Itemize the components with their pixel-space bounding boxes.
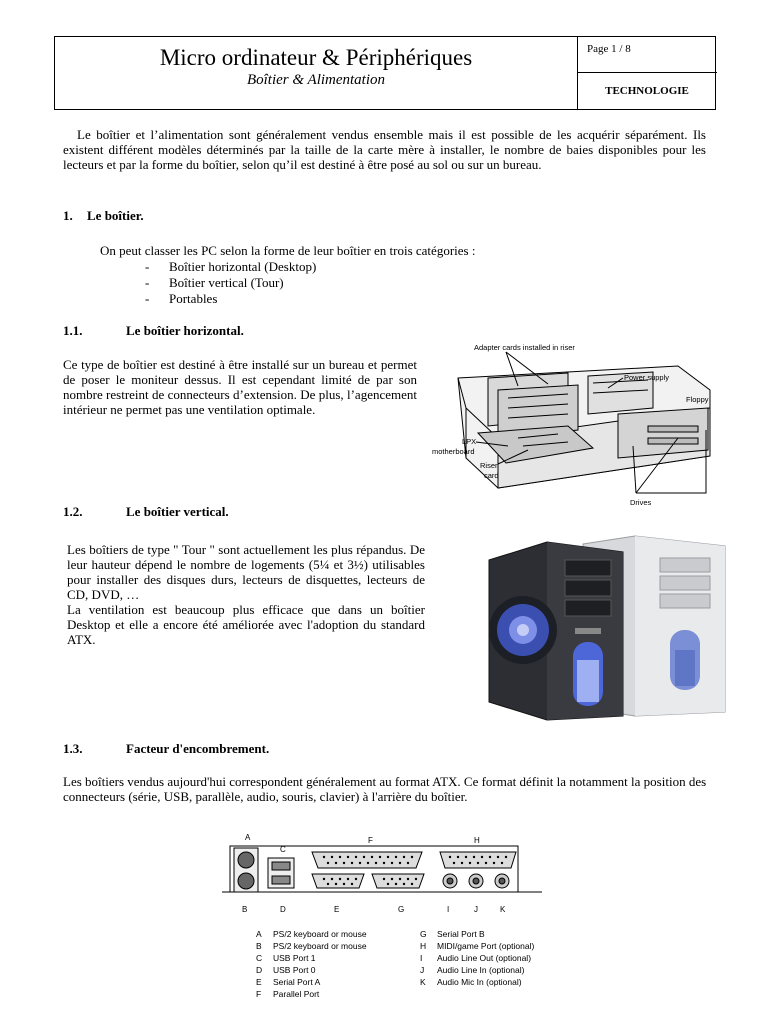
label-card: card bbox=[484, 471, 499, 480]
list-item: - Boîtier vertical (Tour) bbox=[145, 275, 284, 290]
port-letter-c: C bbox=[280, 845, 286, 854]
page-number: Page 1 / 8 bbox=[577, 37, 717, 73]
section-1-2-para-1: Les boîtiers de type " Tour " sont actuellement les plus répandus. De leur hauteur dépend le nombre de logements (5¼ et 3½) utilisables pour installer des disques durs, lecteurs de disquettes, lecteurs de CD, DVD, … bbox=[67, 542, 425, 602]
intro-paragraph bbox=[63, 127, 706, 172]
section-1-text: On peut classer les PC selon la forme de leur boîtier en trois catégories : bbox=[100, 243, 476, 258]
label-motherboard: motherboard bbox=[432, 447, 475, 456]
section-1-number: 1. bbox=[63, 208, 73, 223]
ports-legend-left bbox=[256, 928, 367, 1000]
list-item: - Boîtier horizontal (Desktop) bbox=[145, 259, 317, 274]
port-letter-b: B bbox=[242, 905, 248, 914]
label-drives: Drives bbox=[630, 498, 652, 507]
legend-row: I Audio Line Out (optional) bbox=[420, 953, 532, 963]
port-letter-i: I bbox=[447, 905, 450, 914]
document-title: Micro ordinateur & Périphériques bbox=[159, 45, 473, 70]
port-letter-a: A bbox=[245, 833, 251, 842]
port-letter-f: F bbox=[368, 836, 373, 845]
section-1-3-text: Les boîtiers vendus aujourd'hui correspondent généralement au format ATX. Ce format définit la notamment la position des connecteurs (série, USB, parallèle, audio, souris, clavier) à l'arrière du boîtier. bbox=[63, 774, 707, 804]
section-1-1-title: Le boîtier horizontal. bbox=[126, 323, 244, 338]
section-1-heading bbox=[63, 208, 144, 224]
desktop-case-diagram bbox=[418, 338, 718, 513]
section-1-3-title: Facteur d'encombrement. bbox=[126, 741, 270, 756]
section-1-3-number: 1.3. bbox=[63, 741, 83, 756]
label-lpx: LPX bbox=[462, 437, 477, 446]
section-1-3-heading bbox=[63, 741, 269, 757]
port-letter-j: J bbox=[474, 905, 478, 914]
case-categories-list bbox=[145, 259, 316, 307]
legend-row: C USB Port 1 bbox=[256, 953, 316, 963]
section-1-1-text: Ce type de boîtier est destiné à être installé sur un bureau et permet de poser le moniteur dessus. Il est cependant limité de par son nombre restreint de connecteurs d’extension. De plus, l’agencement intérieur ne permet pas une ventilation optimale. bbox=[63, 357, 417, 417]
port-letter-h: H bbox=[474, 836, 480, 845]
port-letter-g: G bbox=[398, 905, 405, 914]
section-1-2-title: Le boîtier vertical. bbox=[126, 504, 229, 519]
label-power-supply: Power supply bbox=[624, 373, 670, 382]
legend-row: G Serial Port B bbox=[420, 929, 485, 939]
legend-row: B PS/2 keyboard or mouse bbox=[256, 941, 367, 951]
section-1-2-text bbox=[67, 542, 425, 647]
legend-row: E Serial Port A bbox=[256, 977, 321, 987]
document-subtitle: Boîtier & Alimentation bbox=[246, 72, 386, 88]
section-1-1-heading bbox=[63, 323, 244, 339]
section-1-1-number: 1.1. bbox=[63, 323, 83, 338]
section-1-2-heading bbox=[63, 504, 229, 520]
port-letter-k: K bbox=[500, 905, 506, 914]
section-1-2-para-2: La ventilation est beaucoup plus efficace que dans un boîtier Desktop et elle a encore été améliorée avec l'adoption du standard ATX. bbox=[67, 602, 425, 647]
intro-text: Le boîtier et l’alimentation sont généralement vendus ensemble mais il est possible de les acquérir séparément. Ils existent différent modèles déterminés par la taille de la carte mère à installer, le nombre de baies disponibles pour les lecteurs et par la forme du boîtier, selon qu’il est destiné à être posé au sol ou sur un bureau. bbox=[63, 127, 706, 172]
legend-row: A PS/2 keyboard or mouse bbox=[256, 929, 367, 939]
legend-row: H MIDI/game Port (optional) bbox=[420, 941, 535, 951]
document-header bbox=[54, 36, 716, 110]
legend-row: D USB Port 0 bbox=[256, 965, 316, 975]
legend-row: F Parallel Port bbox=[256, 989, 320, 999]
list-item: - Portables bbox=[145, 291, 218, 306]
port-letter-d: D bbox=[280, 905, 286, 914]
legend-row: J Audio Line In (optional) bbox=[420, 965, 525, 975]
section-1-2-number: 1.2. bbox=[63, 504, 83, 519]
tower-cases-photo bbox=[485, 530, 729, 722]
title-cell bbox=[55, 37, 578, 109]
label-floppy: Floppy bbox=[686, 395, 709, 404]
label-riser: Riser bbox=[480, 461, 498, 470]
port-letter-e: E bbox=[334, 905, 340, 914]
section-1-title: Le boîtier. bbox=[87, 208, 144, 223]
label-adapter-cards: Adapter cards installed in riser bbox=[474, 343, 575, 352]
subject-label: TECHNOLOGIE bbox=[605, 85, 689, 97]
legend-row: K Audio Mic In (optional) bbox=[420, 977, 522, 987]
ports-legend-right bbox=[420, 928, 534, 988]
atx-back-panel-diagram bbox=[222, 830, 546, 920]
